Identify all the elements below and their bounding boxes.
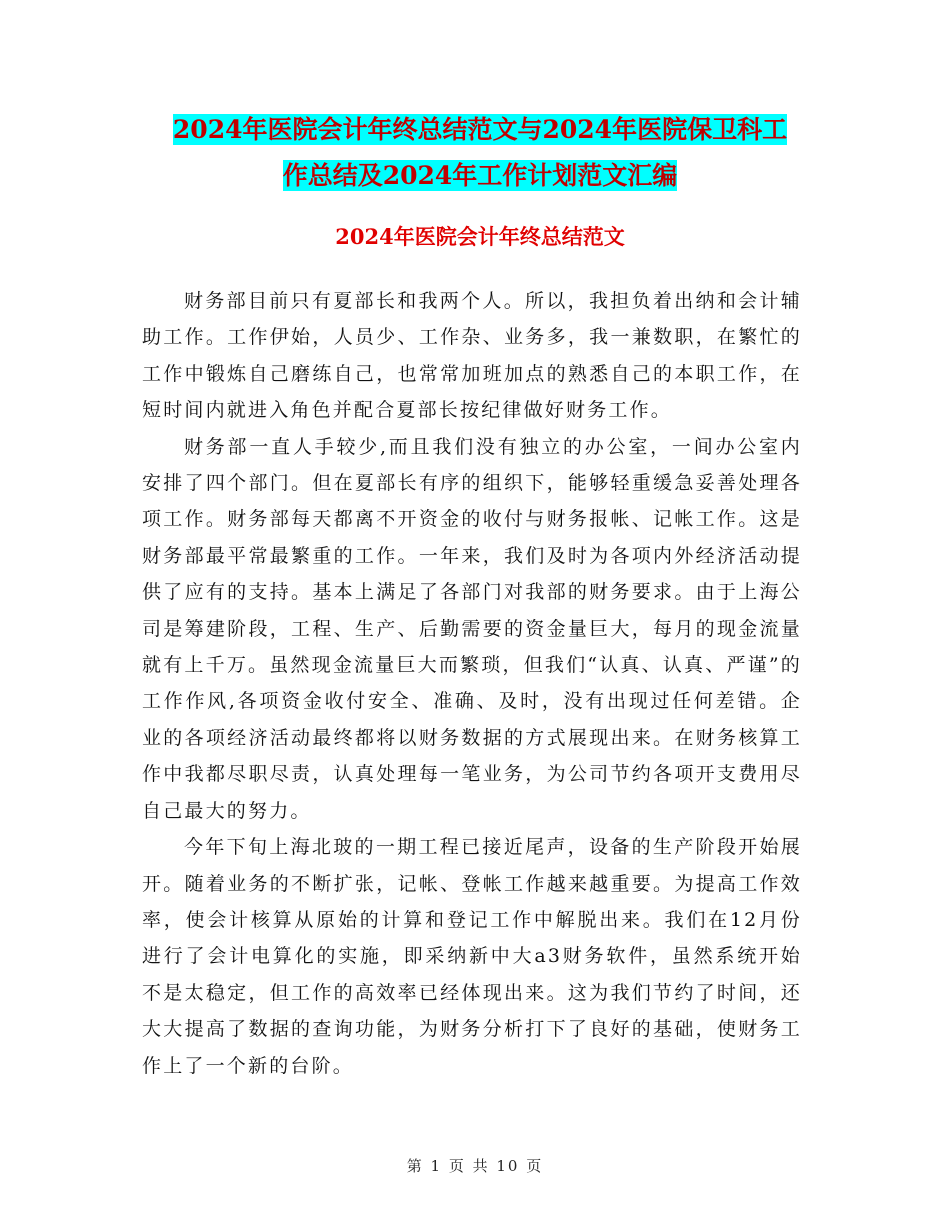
- document-title-line-2: [140, 159, 820, 193]
- document-body: [142, 283, 802, 1084]
- document-title-line-1: [140, 113, 820, 147]
- paragraph-3: 今年下旬上海北玻的一期工程已接近尾声，设备的生产阶段开始展开。随着业务的不断扩张，记帐、登帐工作越来越重要。为提高工作效率，使会计核算从原始的计算和登记工作中解脱出来。我们在12月份进行了会计电算化的实施，即采纳新中大a3财务软件，虽然系统开始不是太稳定，但工作的高效率已经体现出来。这为我们节约了时间，还大大提高了数据的查询功能，为财务分析打下了良好的基础，使财务工作上了一个新的台阶。: [142, 836, 802, 1077]
- page-footer: 第 1 页 共 10 页: [406, 1157, 544, 1175]
- section-title: 2024年医院会计年终总结范文: [335, 224, 625, 249]
- paragraph-2: 财务部一直人手较少,而且我们没有独立的办公室，一间办公室内安排了四个部门。但在夏部长有序的组织下，能够轻重缓急妥善处理各项工作。财务部每天都离不开资金的收付与财务报帐、记帐工作。这是财务部最平常最繁重的工作。一年来，我们及时为各项内外经济活动提供了应有的支持。基本上满足了各部门对我部的财务要求。由于上海公司是筹建阶段，工程、生产、后勤需要的资金量巨大，每月的现金流量就有上千万。虽然现金流量巨大而繁琐，但我们“认真、认真、严谨”的工作作风,各项资金收付安全、准确、及时，没有出现过任何差错。企业的各项经济活动最终都将以财务数据的方式展现出来。在财务核算工作中我都尽职尽责，认真处理每一笔业务，为公司节约各项开支费用尽自己最大的努力。: [142, 435, 802, 822]
- title-highlight-2: 作总结及2024年工作计划范文汇编: [282, 161, 678, 190]
- title-highlight-1: 2024年医院会计年终总结范文与2024年医院保卫科工: [172, 115, 788, 144]
- paragraph-1: 财务部目前只有夏部长和我两个人。所以，我担负着出纳和会计辅助工作。工作伊始，人员少、工作杂、业务多，我一兼数职，在繁忙的工作中锻炼自己磨练自己，也常常加班加点的熟悉自己的本职工作，在短时间内就进入角色并配合夏部长按纪律做好财务工作。: [142, 290, 802, 422]
